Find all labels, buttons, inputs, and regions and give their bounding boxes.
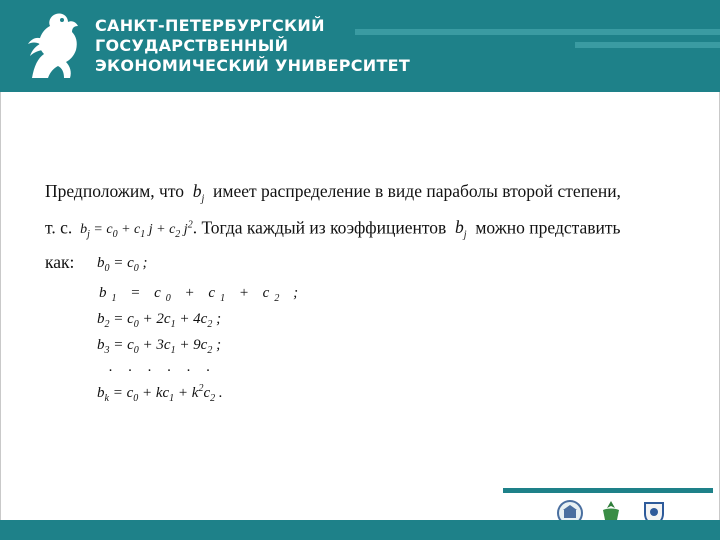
formula-b3: $b_3 = c_0 + 3c_1 + 9c_2$ ; — [97, 337, 222, 356]
math-parabola: $b_j = c_0 + c_1$ $j + c_2$ $j^2$ — [76, 219, 193, 240]
footer-accent-line — [503, 488, 713, 493]
header-stripe — [575, 42, 720, 48]
text-segment: можно представить — [475, 217, 621, 238]
university-name-line2: ГОСУДАРСТВЕННЫЙ — [95, 36, 289, 55]
griffin-logo-icon — [24, 10, 86, 82]
text-line-2 — [45, 213, 675, 249]
text-segment: . Тогда каждый из коэффициентов — [192, 217, 447, 238]
math-bj: $b_j$ — [188, 181, 205, 205]
formula-b1: $b_1 = c_0 + c_1 + c_2$ ; — [99, 285, 304, 304]
header-banner — [0, 0, 720, 92]
university-name — [95, 16, 410, 76]
university-name-line1: САНКТ-ПЕТЕРБУРГСКИЙ — [95, 16, 325, 35]
footer-bar — [0, 520, 720, 540]
formula-ellipsis: . . . . . . — [109, 359, 217, 375]
formula-b2: $b_2 = c_0 + 2c_1 + 4c_2$ ; — [97, 311, 222, 330]
formula-bk: $b_k = c_0 + kc_1 + k^2c_2$ . — [97, 383, 223, 404]
formula-b0: $b_0 = c_0$ ; — [97, 255, 148, 274]
text-line-1 — [45, 178, 675, 213]
text-line-3: как: — [45, 251, 75, 272]
header-stripe — [355, 29, 720, 35]
text-segment: имеет распределение в виде параболы второй степени, — [213, 181, 621, 201]
text-segment: Предположим, что — [45, 181, 185, 201]
math-bj: $b_j$ — [450, 217, 467, 241]
text-segment: т. с. — [45, 217, 73, 238]
university-name-line3: ЭКОНОМИЧЕСКИЙ УНИВЕРСИТЕТ — [95, 56, 411, 75]
